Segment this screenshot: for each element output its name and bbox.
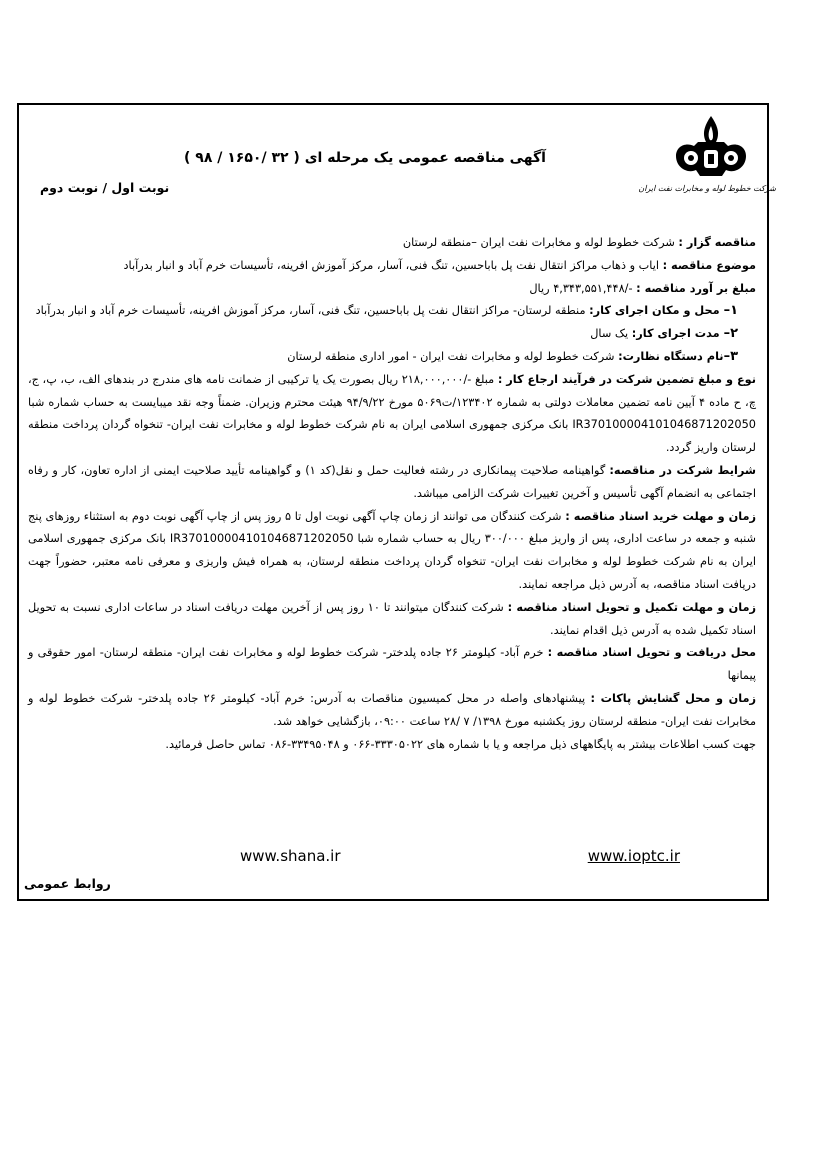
item-number: ۱– — [723, 303, 738, 319]
company-logo — [638, 112, 776, 208]
item-text: گواهینامه صلاحیت پیمانکاری در رشته فعالیت حمل و نقل(کد ۱) و گواهینامه تأیید صلاحیت ایمنی از اداره تعاون، کار و رفاه اجتماعی به انضمام آگهی تأسیس و آخرین تغییرات شرکت الزامی میباشد. — [28, 463, 756, 500]
item-text: منطقه لرستان- مراکز انتقال نفت پل بابا‌حسین، تنگ فنی، آسار، مرکز آموزش افرینه، تأسیسات خرم آباد و انبار بدرآباد — [35, 304, 590, 318]
item-guarantee — [28, 369, 756, 460]
item-location — [28, 642, 756, 688]
ioptc-link[interactable]: www.ioptc.ir — [587, 847, 680, 865]
item-organizer — [28, 232, 756, 255]
item-label: نوع و مبلغ تضمین شرکت در فرآیند ارجاع کار : — [497, 372, 756, 386]
item-label: مدت اجرای کار: — [631, 327, 724, 341]
item-text: شرکت خطوط لوله و مخابرات نفت ایران –منطقه لرستان — [402, 236, 679, 249]
item-contact: جهت کسب اطلاعات بیشتر به پایگاههای ذیل مراجعه و یا با شماره های ۳۳۳۰۵۰۲۲-۰۶۶ و ۳۳۴۹۵۰۴۸-۰۸۶ تماس حاصل فرمائید. — [165, 737, 756, 751]
item-label: شرایط شرکت در مناقصه: — [609, 463, 756, 477]
item-conditions — [28, 460, 756, 506]
item-duration — [28, 323, 756, 346]
logo-caption: شرکت خطوط لوله و مخابرات نفت ایران — [638, 184, 776, 193]
item-purchase — [28, 506, 756, 597]
website-links — [240, 847, 680, 871]
item-text: شرکت کنندگان می توانند از زمان چاپ آگهی نوبت اول تا ۵ روز پس از چاپ آگهی نوبت دوم به استثناء روزهای پنج شنبه و جمعه در ساعت اداری، پس از واریز مبلغ ۳۰۰/۰۰۰ ریال به حساب شماره شبا IR370100004101046871202050 بانک مرکزی جمهوری اسلامی ایران به نام شرکت خطوط لوله و مخابرات نفت ایران- تنخواه گردان پرداخت منطقه لرستان، به همراه فیش واریزی و معرفی نامه معتبر، حضوراً جهت دریافت اسناد مناقصه، به آدرس ذیل مراجعه نمایند. — [28, 509, 756, 591]
item-opening — [28, 688, 756, 734]
item-label: زمان و مهلت خرید اسناد مناقصه : — [565, 509, 756, 523]
item-subject — [28, 255, 756, 278]
item-label: نام دستگاه نظارت: — [618, 349, 724, 363]
item-text: خرم آباد- کیلومتر ۲۶ جاده پلدختر- شرکت خطوط لوله و مخابرات نفت ایران- منطقه لرستان- امور حقوقی و پیمانها — [28, 646, 756, 683]
item-text: شرکت کنندگان میتوانند تا ۱۰ روز پس از آخرین مهلت دریافت اسناد در ساعات اداری نسبت به تحویل اسناد تکمیل شده به آدرس ذیل اقدام نمایند. — [28, 600, 756, 637]
item-label: مبلغ بر آورد مناقصه : — [636, 281, 756, 295]
edition-label: نوبت اول / نوبت دوم — [40, 180, 170, 195]
item-number: ۳– — [723, 348, 738, 364]
item-completion — [28, 597, 756, 643]
shana-link[interactable]: www.shana.ir — [240, 847, 341, 865]
item-label: موضوع مناقصه : — [662, 258, 756, 272]
item-text: مبلغ -/۲۱۸,۰۰۰,۰۰۰ ریال بصورت یک یا ترکیبی از ضمانت نامه های مندرج در بندهای الف، ب، پ، ج، چ، ح ماده ۴ آیین نامه تضمین معاملات دولتی به شماره ۱۲۳۴۰۲/ت۵۰۶۹ مورخ ۹۴/۹/۲۲ هیئت محترم وزیران. ضمناً وجه نقد میبایست به حساب شماره شبا IR370100004101046871202050 بانک مرکزی جمهوری اسلامی ایران به نام شرکت خطوط لوله و مخابرات نفت ایران- تنخواه گردان پرداخت منطقه لرستان واریز گردد. — [28, 372, 757, 455]
item-estimate — [28, 278, 756, 301]
item-text: یک سال — [590, 327, 632, 341]
item-label: زمان و محل گشایش پاکات : — [590, 691, 756, 705]
item-text: پیشنهادهای واصله در محل کمیسیون مناقصات به آدرس: خرم آباد- کیلومتر ۲۶ جاده پلدختر- شرکت خطوط لوله و مخابرات نفت ایران- منطقه لرستان روز یکشنبه مورخ ۱۳۹۸/ ۷ /۲۸ ساعت ۰۹:۰۰، بازگشایی خواهد شد. — [28, 691, 756, 728]
notice-body — [28, 232, 756, 756]
item-label: زمان و مهلت تکمیل و تحویل اسناد مناقصه : — [507, 600, 756, 614]
item-number: ۲– — [723, 326, 738, 342]
public-relations-signature: روابط عمومی — [24, 876, 111, 891]
item-label: مناقصه گزار : — [678, 236, 756, 249]
item-text: ایاب و ذهاب مراکز انتقال نفت پل بابا‌حسین، تنگ فنی، آسار، مرکز آموزش افرینه، تأسیسات خرم آباد و انبار بدرآباد — [123, 258, 663, 272]
oil-company-emblem-icon — [646, 112, 776, 182]
item-label: محل دریافت و تحویل اسناد مناقصه : — [547, 646, 756, 660]
item-supervisor — [28, 346, 756, 369]
notice-title: آگهی مناقصه عمومی یک مرحله ای ( ۳۲ /۱۶۵۰ / ۹۸ ) — [184, 150, 546, 166]
item-text: -/۴,۳۴۳,۵۵۱,۴۴۸ ریال — [529, 281, 637, 295]
item-text: شرکت خطوط لوله و مخابرات نفت ایران - امور اداری منطقه لرستان — [287, 349, 619, 363]
item-label: محل و مکان اجرای کار: — [589, 304, 724, 318]
item-place — [28, 300, 756, 323]
